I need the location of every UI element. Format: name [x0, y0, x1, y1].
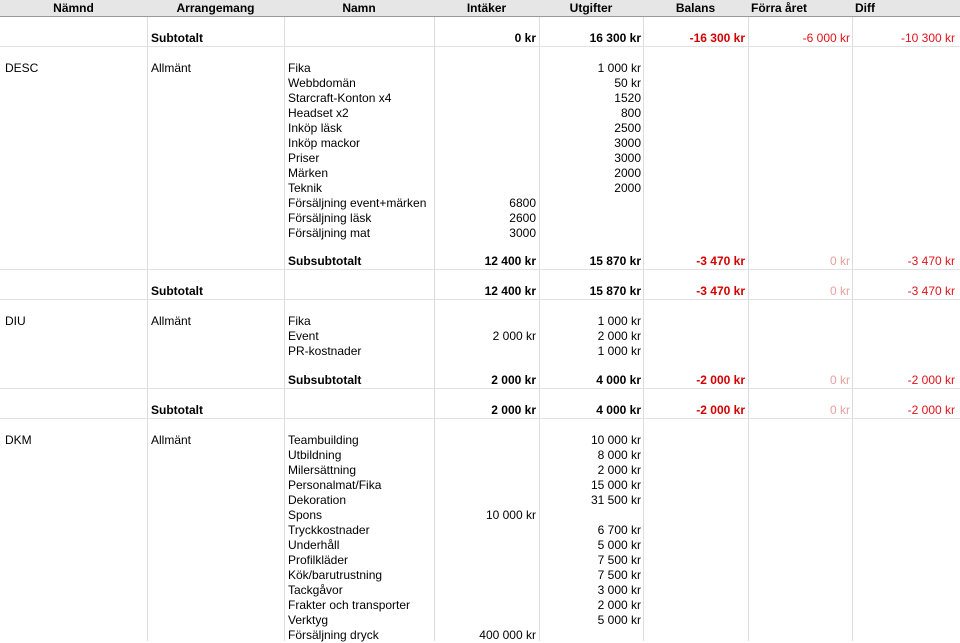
subtotal-diff[interactable]: -2 000 kr: [907, 403, 955, 417]
utgifter-cell[interactable]: 2000: [614, 166, 641, 180]
subsubtotal-diff[interactable]: -3 470 kr: [907, 254, 955, 268]
namn-cell[interactable]: Kök/barutrustning: [288, 568, 383, 582]
utgifter-cell[interactable]: 2000: [614, 181, 641, 195]
utgifter-cell[interactable]: 6 700 kr: [597, 523, 641, 537]
intakter-cell[interactable]: [434, 538, 536, 553]
intakter-cell[interactable]: 6800: [509, 196, 536, 210]
table-row: [0, 613, 960, 628]
namnd-cell[interactable]: DKM: [5, 433, 32, 447]
table-row: [0, 314, 960, 329]
table-row: [0, 226, 960, 241]
intakter-cell[interactable]: [434, 523, 536, 538]
total-balans[interactable]: -16 300 kr: [689, 31, 745, 45]
table-row: [0, 136, 960, 151]
subsubtotal-label[interactable]: Subsubtotalt: [288, 373, 362, 387]
subtotal-utgifter[interactable]: 4 000 kr: [596, 403, 641, 417]
namn-cell[interactable]: Underhåll: [288, 538, 340, 552]
intakter-cell[interactable]: [434, 61, 536, 76]
utgifter-cell[interactable]: 2 000 kr: [597, 463, 641, 477]
subsubtotal-forra-aret[interactable]: 0 kr: [829, 254, 850, 268]
table-row: [0, 568, 960, 583]
utgifter-cell[interactable]: 1 000 kr: [597, 344, 641, 358]
desc-subtotal-row: [0, 284, 960, 300]
utgifter-cell[interactable]: 2500: [614, 121, 641, 135]
utgifter-cell[interactable]: 2 000 kr: [597, 329, 641, 343]
utgifter-cell[interactable]: 2 000 kr: [597, 598, 641, 612]
utgifter-cell[interactable]: 3000: [614, 151, 641, 165]
table-row: [0, 598, 960, 613]
namn-cell[interactable]: Spons: [288, 508, 323, 522]
diu-subtotal-row: [0, 403, 960, 419]
intakter-cell[interactable]: [434, 568, 536, 583]
intakter-cell[interactable]: [434, 314, 536, 329]
namn-cell[interactable]: Profilkläder: [288, 553, 349, 567]
namn-cell[interactable]: Fika: [288, 61, 311, 75]
intakter-cell[interactable]: [434, 448, 536, 463]
namn-cell[interactable]: Utbildning: [288, 448, 342, 462]
diu-subsubtotal-row: [0, 373, 960, 389]
intakter-cell[interactable]: [434, 76, 536, 91]
namn-cell[interactable]: Försäljning läsk: [288, 211, 372, 225]
namn-cell[interactable]: Dekoration: [288, 493, 347, 507]
intakter-cell[interactable]: [434, 553, 536, 568]
namn-cell[interactable]: Tryckkostnader: [288, 523, 370, 537]
intakter-cell[interactable]: [434, 91, 536, 106]
intakter-cell[interactable]: [434, 493, 536, 508]
total-forra-aret[interactable]: -6 000 kr: [802, 31, 850, 45]
namn-cell[interactable]: Inköp mackor: [288, 136, 361, 150]
utgifter-cell[interactable]: 10 000 kr: [590, 433, 641, 447]
utgifter-cell[interactable]: [539, 196, 641, 211]
table-row: [0, 196, 960, 211]
intakter-cell[interactable]: 400 000 kr: [479, 628, 536, 642]
subtotal-intakter[interactable]: 12 400 kr: [484, 284, 536, 298]
table-row: [0, 166, 960, 181]
col-header-balans[interactable]: Balans: [675, 1, 716, 15]
namn-cell[interactable]: Fika: [288, 314, 311, 328]
col-header-arrangemang[interactable]: Arrangemang: [176, 1, 255, 15]
total-intakter[interactable]: 0 kr: [514, 31, 536, 45]
table-row: [0, 344, 960, 359]
intakter-cell[interactable]: 10 000 kr: [485, 508, 536, 522]
intakter-cell[interactable]: [434, 583, 536, 598]
intakter-cell[interactable]: [434, 106, 536, 121]
intakter-cell[interactable]: [434, 433, 536, 448]
subsubtotal-intakter[interactable]: 2 000 kr: [491, 373, 536, 387]
subsubtotal-balans[interactable]: -3 470 kr: [696, 254, 745, 268]
table-row: [0, 553, 960, 568]
column-header-row: [0, 0, 960, 17]
intakter-cell[interactable]: [434, 181, 536, 196]
utgifter-cell[interactable]: 7 500 kr: [597, 568, 641, 582]
arrangemang-cell[interactable]: Allmänt: [151, 61, 192, 75]
namn-cell[interactable]: Event: [288, 329, 319, 343]
utgifter-cell[interactable]: 1520: [614, 91, 641, 105]
intakter-cell[interactable]: [434, 613, 536, 628]
subtotal-utgifter[interactable]: 15 870 kr: [589, 284, 641, 298]
utgifter-cell[interactable]: [539, 226, 641, 241]
namn-cell[interactable]: Försäljning event+märken: [288, 196, 427, 210]
namn-cell[interactable]: Försäljning dryck: [288, 628, 379, 642]
table-row: [0, 433, 960, 448]
arrangemang-cell[interactable]: Allmänt: [151, 314, 192, 328]
arrangemang-cell[interactable]: Allmänt: [151, 433, 192, 447]
subtotal-balans[interactable]: -2 000 kr: [696, 403, 745, 417]
namn-cell[interactable]: Starcraft-Konton x4: [288, 91, 392, 105]
table-row: [0, 211, 960, 226]
subtotal-forra-aret[interactable]: 0 kr: [829, 284, 850, 298]
subsubtotal-label[interactable]: Subsubtotalt: [288, 254, 362, 268]
utgifter-cell[interactable]: 15 000 kr: [590, 478, 641, 492]
table-row: [0, 76, 960, 91]
namn-cell[interactable]: Milersättning: [288, 463, 357, 477]
utgifter-cell[interactable]: [539, 211, 641, 226]
total-diff[interactable]: -10 300 kr: [900, 31, 955, 45]
subsubtotal-diff[interactable]: -2 000 kr: [907, 373, 955, 387]
utgifter-cell[interactable]: 5 000 kr: [597, 613, 641, 627]
utgifter-cell[interactable]: 3000: [614, 136, 641, 150]
utgifter-cell[interactable]: 1 000 kr: [597, 61, 641, 75]
col-header-forra-aret[interactable]: Förra året: [751, 1, 808, 15]
utgifter-cell[interactable]: 3 000 kr: [597, 583, 641, 597]
table-row: [0, 493, 960, 508]
intakter-cell[interactable]: 2600: [509, 211, 536, 225]
namn-cell[interactable]: Teambuilding: [288, 433, 359, 447]
utgifter-cell[interactable]: [539, 508, 641, 523]
utgifter-cell[interactable]: 8 000 kr: [597, 448, 641, 462]
namn-cell[interactable]: Försäljning mat: [288, 226, 371, 240]
subtotal-balans[interactable]: -3 470 kr: [696, 284, 745, 298]
table-row: [0, 151, 960, 166]
table-row: [0, 478, 960, 493]
col-header-utgifter[interactable]: Utgifter: [569, 1, 613, 15]
subtotal-label[interactable]: Subtotalt: [151, 403, 203, 417]
namn-cell[interactable]: Teknik: [288, 181, 323, 195]
col-header-intakter[interactable]: Intäker: [466, 1, 507, 15]
namn-cell[interactable]: Inköp läsk: [288, 121, 343, 135]
table-row: [0, 538, 960, 553]
col-header-namnd[interactable]: Nämnd: [53, 1, 94, 15]
namn-cell[interactable]: Märken: [288, 166, 329, 180]
namn-cell[interactable]: Priser: [288, 151, 320, 165]
intakter-cell[interactable]: [434, 121, 536, 136]
col-header-namn[interactable]: Namn: [342, 1, 376, 15]
col-header-diff[interactable]: Diff: [855, 1, 875, 15]
subsubtotal-intakter[interactable]: 12 400 kr: [484, 254, 536, 268]
intakter-cell[interactable]: [434, 463, 536, 478]
table-row: [0, 61, 960, 76]
intakter-cell[interactable]: 3000: [509, 226, 536, 240]
intakter-cell[interactable]: 2 000 kr: [492, 329, 536, 343]
namnd-cell[interactable]: DIU: [5, 314, 26, 328]
namn-cell[interactable]: Personalmat/Fika: [288, 478, 382, 492]
subsubtotal-utgifter[interactable]: 15 870 kr: [589, 254, 641, 268]
utgifter-cell[interactable]: 5 000 kr: [597, 538, 641, 552]
table-row: [0, 181, 960, 196]
namnd-cell[interactable]: DESC: [5, 61, 39, 75]
table-row: [0, 448, 960, 463]
subtotal-forra-aret[interactable]: 0 kr: [829, 403, 850, 417]
table-row: [0, 523, 960, 538]
table-row: [0, 121, 960, 136]
namn-cell[interactable]: Headset x2: [288, 106, 349, 120]
intakter-cell[interactable]: [434, 166, 536, 181]
subtotal-label[interactable]: Subtotalt: [151, 284, 203, 298]
table-row: [0, 91, 960, 106]
utgifter-cell[interactable]: 800: [620, 106, 641, 120]
namn-cell[interactable]: PR-kostnader: [288, 344, 362, 358]
utgifter-cell[interactable]: 50 kr: [614, 76, 641, 90]
utgifter-cell[interactable]: 31 500 kr: [590, 493, 641, 507]
intakter-cell[interactable]: [434, 598, 536, 613]
subsubtotal-balans[interactable]: -2 000 kr: [696, 373, 745, 387]
desc-subsubtotal-row: [0, 254, 960, 270]
total-row: [0, 31, 960, 47]
subsubtotal-utgifter[interactable]: 4 000 kr: [596, 373, 641, 387]
subsubtotal-forra-aret[interactable]: 0 kr: [829, 373, 850, 387]
intakter-cell[interactable]: [434, 344, 536, 359]
utgifter-cell[interactable]: 7 500 kr: [597, 553, 641, 567]
utgifter-cell[interactable]: 1 000 kr: [597, 314, 641, 328]
subtotal-intakter[interactable]: 2 000 kr: [491, 403, 536, 417]
intakter-cell[interactable]: [434, 151, 536, 166]
namn-cell[interactable]: Verktyg: [288, 613, 329, 627]
table-row: [0, 583, 960, 598]
total-utgifter[interactable]: 16 300 kr: [589, 31, 641, 45]
intakter-cell[interactable]: [434, 478, 536, 493]
namn-cell[interactable]: Frakter och transporter: [288, 598, 411, 612]
table-row: [0, 329, 960, 344]
subtotal-diff[interactable]: -3 470 kr: [907, 284, 955, 298]
total-label[interactable]: Subtotalt: [151, 31, 203, 45]
intakter-cell[interactable]: [434, 136, 536, 151]
namn-cell[interactable]: Webbdomän: [288, 76, 356, 90]
namn-cell[interactable]: Tackgåvor: [288, 583, 343, 597]
table-row: [0, 463, 960, 478]
table-row: [0, 106, 960, 121]
table-row: [0, 508, 960, 523]
